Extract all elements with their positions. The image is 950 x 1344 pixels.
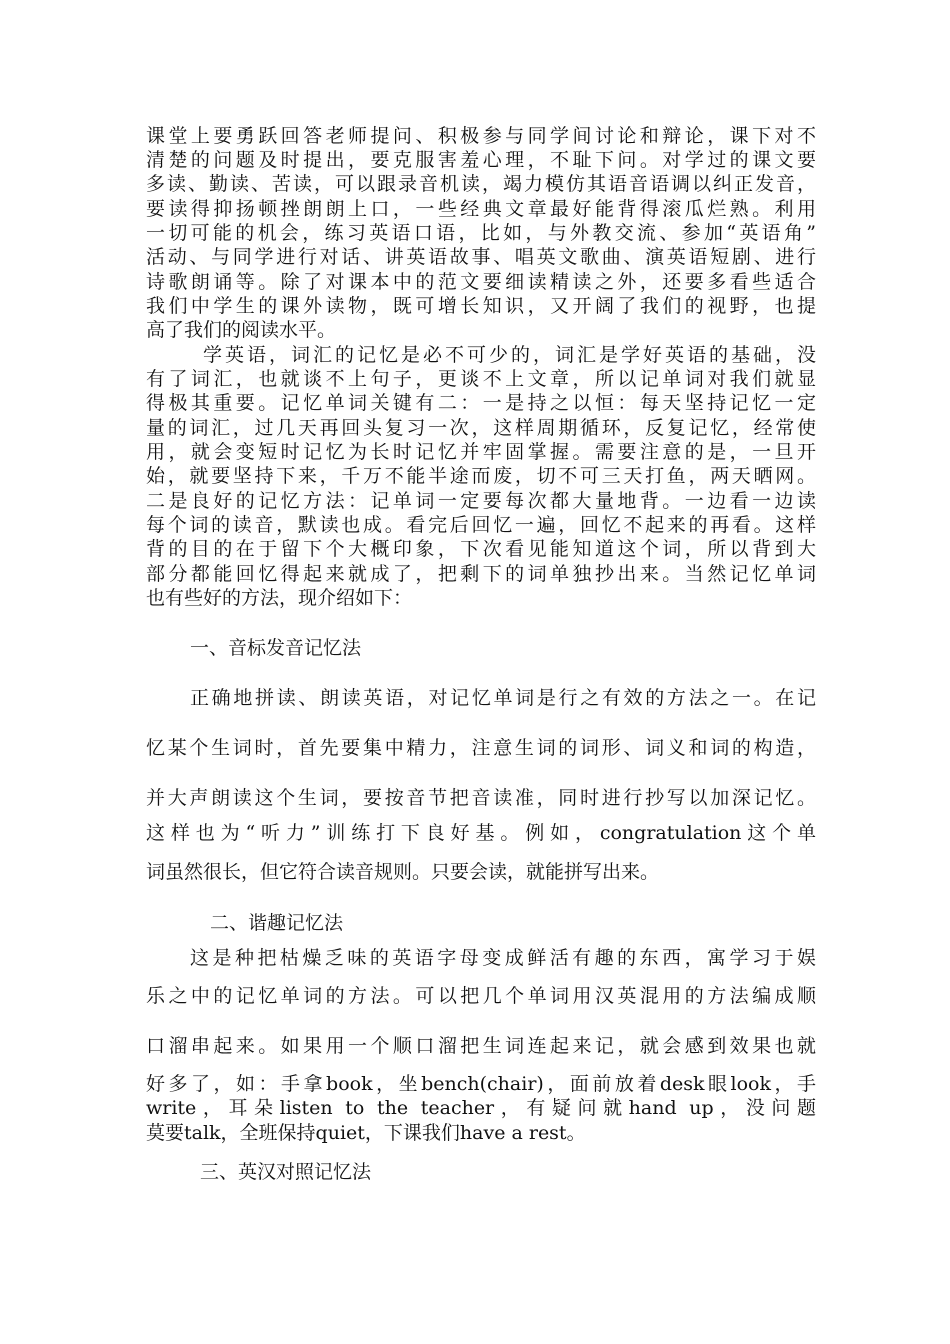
text-line: 活动、与同学进行对话、讲英语故事、唱英文歌曲、演英语短剧、进行 <box>146 246 816 268</box>
text-line: write，耳朵listen to the teacher，有疑问就hand up，没问题 <box>146 1097 816 1119</box>
text-line: 我们中学生的课外读物，既可增长知识，又开阔了我们的视野，也提 <box>146 295 816 317</box>
paragraph-first-line: 正确地拼读、朗读英语，对记忆单词是行之有效的方法之一。在记 <box>190 687 816 709</box>
text-line: 量的词汇，过几天再回头复习一次，这样周期循环，反复记忆，经常使 <box>146 417 816 439</box>
text-line: 高了我们的阅读水平。 <box>146 319 337 341</box>
text-line: 有了词汇，也就谈不上句子，更谈不上文章，所以记单词对我们就显 <box>146 368 816 390</box>
text-line: 课堂上要勇跃回答老师提问、积极参与同学间讨论和辩论，课下对不 <box>146 125 816 147</box>
text-line: 这样也为“听力”训练打下良好基。例如，congratulation这个单 <box>146 822 816 844</box>
text-line: 词虽然很长，但它符合读音规则。只要会读，就能拼写出来。 <box>146 861 660 883</box>
text-line: 用，就会变短时记忆为长时记忆并牢固掌握。需要注意的是，一旦开 <box>146 441 816 463</box>
text-line: 得极其重要。记忆单词关键有二：一是持之以恒：每天坚持记忆一定 <box>146 392 816 414</box>
paragraph-first-line: 这是种把枯燥乏味的英语字母变成鲜活有趣的东西，寓学习于娱 <box>190 947 816 969</box>
text-line: 好多了，如：手拿book，坐bench(chair)，面前放着desk眼look，手 <box>146 1073 816 1095</box>
paragraph-first-line: 学英语，词汇的记忆是必不可少的，词汇是学好英语的基础，没 <box>203 344 816 366</box>
text-line: 诗歌朗诵等。除了对课本中的范文要细读精读之外，还要多看些适合 <box>146 271 816 293</box>
text-line: 多读、勤读、苦读，可以跟录音机读，竭力模仿其语音语调以纠正发音， <box>146 173 816 195</box>
text-line: 忆某个生词时，首先要集中精力，注意生词的词形、词义和词的构造， <box>146 737 816 759</box>
text-line: 乐之中的记忆单词的方法。可以把几个单词用汉英混用的方法编成顺 <box>146 985 816 1007</box>
text-line: 口溜串起来。如果用一个顺口溜把生词连起来记，就会感到效果也就 <box>146 1035 816 1057</box>
text-line: 也有些好的方法，现介绍如下： <box>146 587 413 609</box>
section-heading-2: 二、谐趣记忆法 <box>210 912 344 934</box>
text-line: 要读得抑扬顿挫朗朗上口，一些经典文章最好能背得滚瓜烂熟。利用 <box>146 198 816 220</box>
text-line: 莫要talk，全班保持quiet，下课我们have a rest。 <box>146 1122 586 1144</box>
section-heading-3: 三、英汉对照记忆法 <box>200 1161 372 1183</box>
text-line: 背的目的在于留下个大概印象，下次看见能知道这个词，所以背到大 <box>146 538 816 560</box>
text-line: 二是良好的记忆方法：记单词一定要每次都大量地背。一边看一边读 <box>146 490 816 512</box>
text-line: 每个词的读音，默读也成。看完后回忆一遍，回忆不起来的再看。这样 <box>146 514 816 536</box>
text-line: 一切可能的机会，练习英语口语，比如，与外教交流、参加“英语角” <box>146 222 816 244</box>
text-line: 并大声朗读这个生词，要按音节把音读准，同时进行抄写以加深记忆。 <box>146 787 816 809</box>
text-line: 部分都能回忆得起来就成了，把剩下的词单独抄出来。当然记忆单词 <box>146 563 816 585</box>
section-heading-1: 一、音标发音记忆法 <box>190 637 362 659</box>
text-line: 清楚的问题及时提出，要克服害羞心理，不耻下问。对学过的课文要 <box>146 149 816 171</box>
text-line: 始，就要坚持下来，千万不能半途而废，切不可三天打鱼，两天晒网。 <box>146 465 816 487</box>
